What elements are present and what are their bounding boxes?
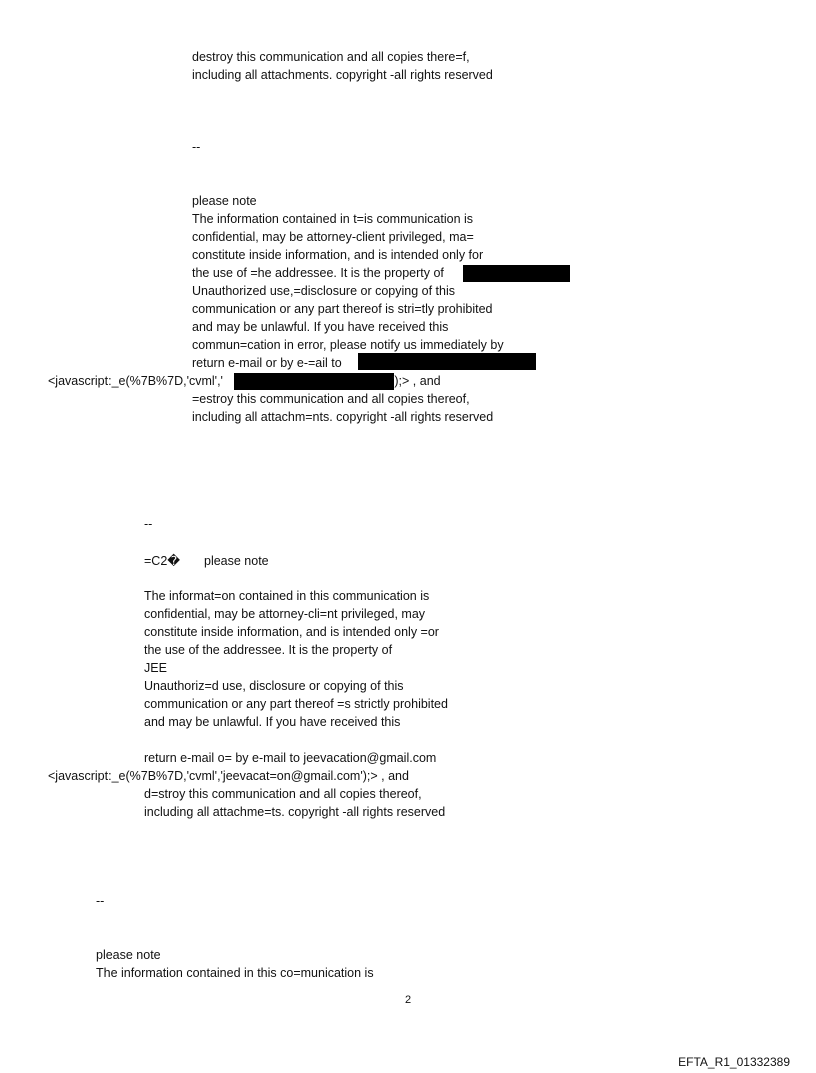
document-id: EFTA_R1_01332389: [678, 1055, 790, 1069]
text-line: return e-mail o= by e-mail to jeevacation@gmail.com: [144, 751, 437, 765]
text-line: JEE: [144, 661, 167, 675]
text-line: constitute inside information, and is intended only for: [192, 248, 484, 262]
text-line: The informat=on contained in this communication is: [144, 589, 430, 603]
page-number: 2: [404, 994, 412, 1006]
text-line: =estroy this communication and all copies thereof,: [192, 392, 470, 406]
javascript-link-prefix: <javascript:_e(%7B%7D,'cvml',': [48, 374, 223, 388]
text-line: return e-mail or by e-=ail to: [192, 356, 342, 370]
javascript-link-suffix: ');> , and: [392, 374, 441, 388]
text-line: Unauthorized use,=disclosure or copying of this: [192, 284, 455, 298]
text-line: confidential, may be attorney-cli=nt privileged, may: [144, 607, 426, 621]
section-heading: please note: [96, 948, 161, 962]
text-line: and may be unlawful. If you have received this: [192, 320, 449, 334]
text-line: communication or any part thereof is stri=tly prohibited: [192, 302, 493, 316]
text-line: and may be unlawful. If you have received this: [144, 715, 401, 729]
javascript-link: <javascript:_e(%7B%7D,'cvml','jeevacat=on@gmail.com');> , and: [48, 769, 409, 783]
text-line: The information contained in this co=munication is: [96, 966, 374, 980]
redaction-bar: [234, 373, 394, 390]
separator: --: [144, 517, 153, 531]
section-heading: please note: [192, 194, 257, 208]
text-line: d=stroy this communication and all copies thereof,: [144, 787, 422, 801]
text-line: destroy this communication and all copies there=f,: [192, 50, 470, 64]
text-line: including all attachments. copyright -all rights reserved: [192, 68, 493, 82]
separator: --: [192, 140, 201, 154]
text-line: including all attachm=nts. copyright -all rights reserved: [192, 410, 494, 424]
text-line: The information contained in t=is communication is: [192, 212, 474, 226]
text-line: including all attachme=ts. copyright -all rights reserved: [144, 805, 446, 819]
text-line: commun=cation in error, please notify us immediately by: [192, 338, 504, 352]
text-line: the use of =he addressee. It is the property of: [192, 266, 444, 280]
text-line: communication or any part thereof =s strictly prohibited: [144, 697, 448, 711]
text-line: Unauthoriz=d use, disclosure or copying of this: [144, 679, 404, 693]
redaction-bar: [463, 265, 570, 282]
redaction-bar: [358, 353, 536, 370]
separator: --: [96, 894, 105, 908]
text-line: constitute inside information, and is intended only =or: [144, 625, 439, 639]
section-heading: please note: [204, 554, 269, 568]
encoding-marker: =C2�: [144, 554, 181, 568]
text-line: confidential, may be attorney-client privileged, ma=: [192, 230, 474, 244]
text-line: the use of the addressee. It is the property of: [144, 643, 393, 657]
